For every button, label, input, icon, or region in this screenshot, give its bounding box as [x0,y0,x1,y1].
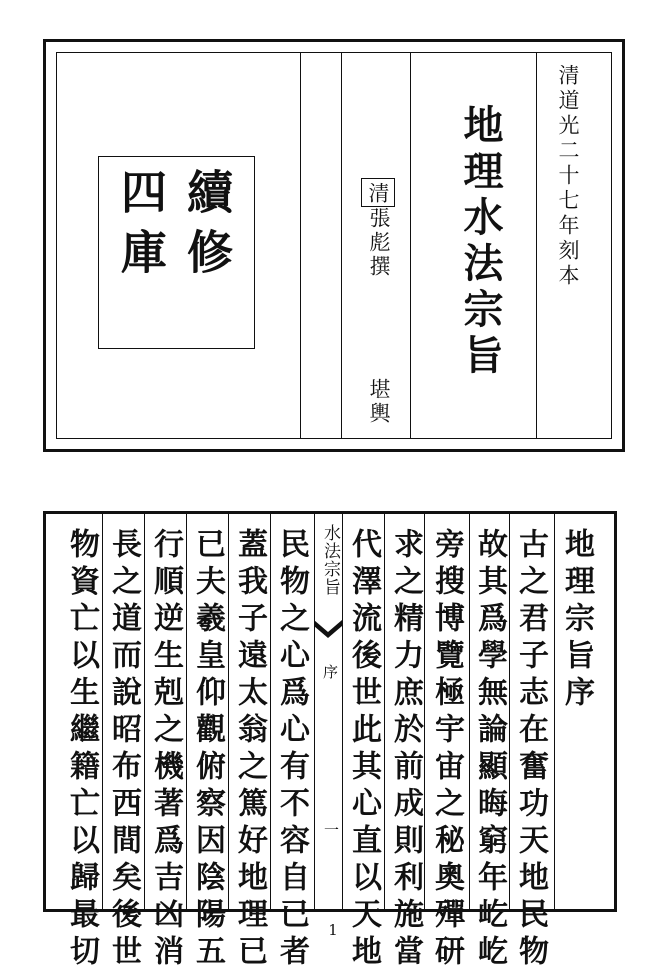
text-column-8: 已夫羲皇仰觀俯察因陰陽五 [190,528,225,972]
seal-column-2: 四庫 [114,168,168,288]
text-column-1: 古之君子志在奮功天地民物 [513,528,548,972]
column-rule [228,514,229,909]
fishtail-marker-icon [314,620,342,642]
cover-divider-2 [341,52,342,439]
preface-heading: 地理宗旨序 [559,528,594,713]
cover-divider-3 [410,52,411,439]
author-dynasty: 清 [361,178,395,207]
margin-section: 序 [321,664,339,679]
category-label: 堪輿 [367,378,391,426]
column-rule [554,514,555,909]
margin-title: 水法宗旨 [320,524,340,596]
seal-column-1: 續修 [180,168,234,288]
edition-date: 清道光二十七年刻本 [556,64,580,289]
text-column-4: 求之精力庶於前成則利施當 [388,528,423,972]
column-rule [186,514,187,909]
center-margin-rule [314,514,315,909]
text-column-11: 物資亡以生繼籍亡以歸最切 [64,528,99,972]
column-rule [424,514,425,909]
column-rule [144,514,145,909]
text-column-3: 旁搜博覽極宇宙之秘奧殫研 [429,528,464,972]
column-rule [469,514,470,909]
column-rule [270,514,271,909]
margin-page-number: 一 [322,822,340,837]
cover-divider-1 [300,52,301,439]
text-column-10: 長之道而說昭布西間矣後世 [106,528,141,972]
text-column-2: 故其爲學無論顯晦窮年屹屹 [472,528,507,972]
text-column-5: 代澤流後世此其心直以天地 [346,528,381,972]
column-rule [384,514,385,909]
author-line [361,178,391,279]
column-rule [509,514,510,909]
author-name: 張彪撰 [367,207,391,279]
column-rule [102,514,103,909]
cover-divider-4 [536,52,537,439]
text-column-7: 蓋我子遠太翁之篤好地理已 [232,528,267,972]
cover-title: 地理水法宗旨 [457,104,504,380]
text-column-6: 民物之心爲心有不容自已者 [274,528,309,972]
page-number: 1 [328,921,338,939]
text-column-9: 行順逆生剋之機著爲吉凶消 [148,528,183,972]
